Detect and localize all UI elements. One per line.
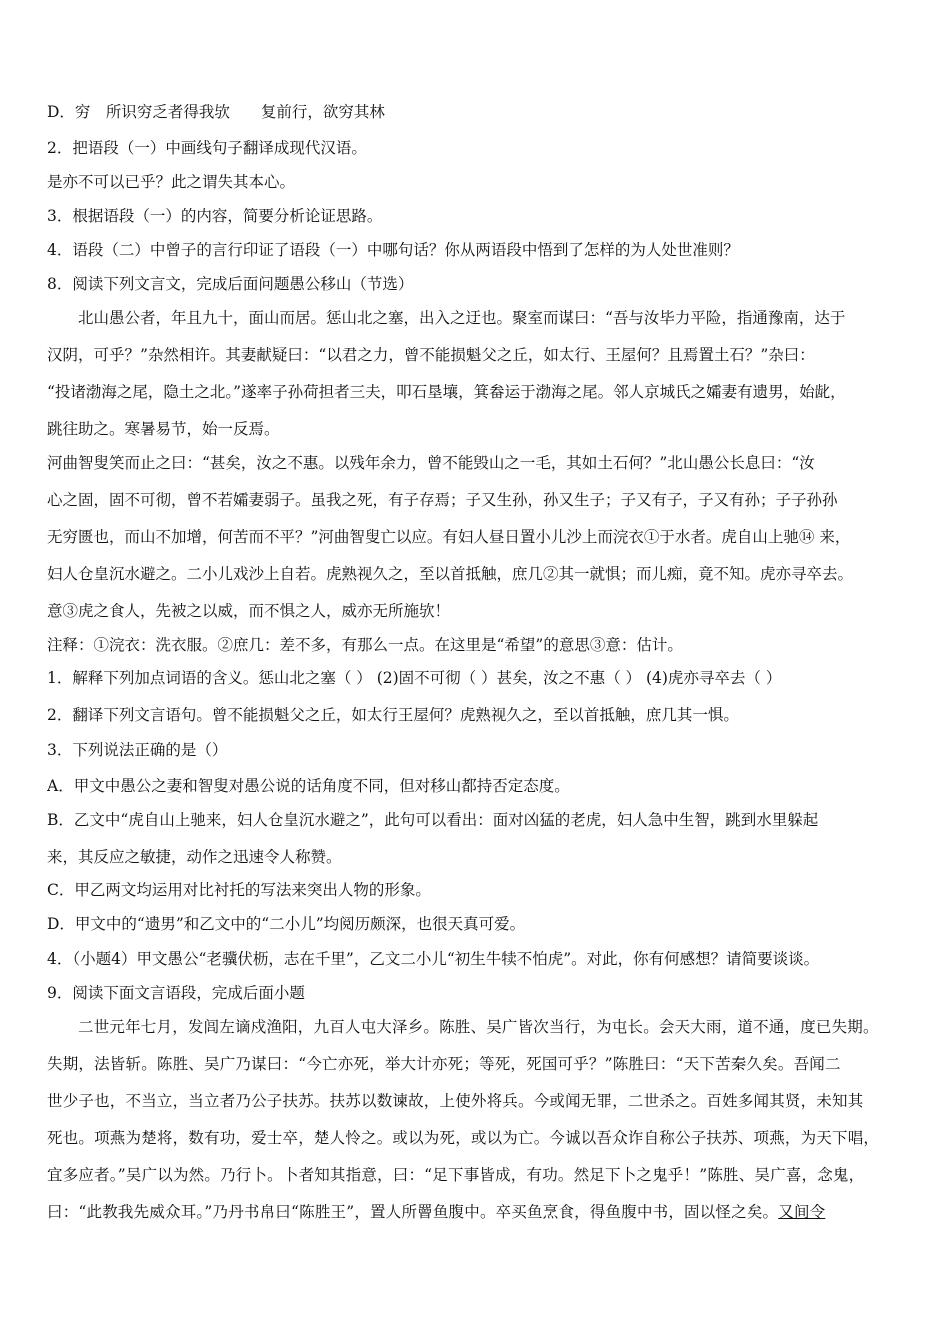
option-a-line: A．甲文中愚公之妻和智叟对愚公说的话角度不同，但对移山都持否定态度。 <box>47 777 570 795</box>
option-d-line: D．甲文中的“遗男”和乙文中的“二小儿”均阅历颇深，也很天真可爱。 <box>47 915 526 933</box>
passage-line: 二世元年七月，发闾左谪戍渔阳，九百人屯大泽乡。陈胜、吴广皆次当行，为屯长。会天大雨，道不通，度已失期。 <box>78 1018 879 1036</box>
passage-line: 无穷匮也，而山不加增，何苦而不平？”河曲智叟亡以应。有妇人昼日置小儿沙上而浣衣①于水者。虎自山上驰⑭ 来， <box>47 528 851 546</box>
option-d-line: D．穷 所识穷乏者得我欤 复前行，欲穷其林 <box>47 103 385 121</box>
question-2-line: 2．把语段（一）中画线句子翻译成现代汉语。 <box>47 139 367 157</box>
underlined-sentence-line: 是亦不可以已乎？此之谓失其本心。 <box>47 173 296 191</box>
option-b-line-cont: 来，其反应之敏捷，动作之迅速令人称赞。 <box>47 848 342 866</box>
option-c-line: C．甲乙两文均运用对比衬托的写法来突出人物的形象。 <box>47 881 431 899</box>
question-line: 2．翻译下列文言语句。曾不能损魁父之丘，如太行王屋何？虎熟视久之，至以首抵触，庶几其一惧。 <box>47 706 739 724</box>
question-8-heading: 8．阅读下列文言文，完成后面问题愚公移山（节选） <box>47 275 414 293</box>
passage-line: 心之固，固不可彻，曾不若孀妻弱子。虽我之死，有子存焉；子又生孙，孙又生子；子又有子，子又有孙；子子孙孙 <box>47 491 838 509</box>
passage-line: 河曲智叟笑而止之曰：“甚矣，汝之不惠。以残年余力，曾不能毁山之一毛，其如土石何？”北山愚公长息曰：“汝 <box>47 454 815 472</box>
passage-line <box>47 1202 917 1222</box>
underlined-text: 又间令 <box>778 1203 826 1221</box>
annotation-line: 注释：①浣衣：洗衣服。②庶几：差不多，有那么一点。在这里是“希望”的意思③意：估计。 <box>47 636 683 654</box>
passage-line: 世少子也，不当立，当立者乃公子扶苏。扶苏以数谏故，上使外将兵。今或闻无罪，二世杀之。百姓多闻其贤，未知其 <box>47 1092 864 1110</box>
passage-line: 北山愚公者，年且九十，面山而居。惩山北之塞，出入之迂也。聚室而谋曰：“吾与汝毕力平险，指通豫南，达于 <box>78 309 846 327</box>
question-9-heading: 9．阅读下面文言语段，完成后面小题 <box>47 984 305 1002</box>
question-3-line: 3．根据语段（一）的内容，简要分析论证思路。 <box>47 207 383 225</box>
passage-line: 意③虎之食人，先被之以威，而不惧之人，威亦无所施欤！ <box>47 602 451 620</box>
passage-line: 失期，法皆斩。陈胜、吴广乃谋曰：“今亡亦死，举大计亦死；等死，死国可乎？”陈胜曰：“天下苦秦久矣。吾闻二 <box>47 1055 841 1073</box>
passage-line: 宜多应者。”吴广以为然。乃行卜。卜者知其指意，曰：“足下事皆成，有功。然足下卜之鬼乎！”陈胜、吴广喜，念鬼， <box>47 1166 865 1184</box>
passage-line: 汉阴，可乎？”杂然相许。其妻献疑曰：“以君之力，曾不能损魁父之丘，如太行、王屋何？且焉置土石？”杂曰： <box>47 346 815 364</box>
passage-line: 跳往助之。寒暑易节，始一反焉。 <box>47 420 280 438</box>
question-line: 1．解释下列加点词语的含义。惩山北之塞（ ） (2)固不可彻（ ）甚矣，汝之不惠（ ） (4)虎亦寻卒去（ ） <box>47 669 782 687</box>
passage-line: 死也。项燕为楚将，数有功，爱士卒，楚人怜之。或以为死，或以为亡。今诚以吾众诈自称公子扶苏、项燕，为天下唱， <box>47 1129 880 1147</box>
question-line: 3．下列说法正确的是（） <box>47 741 228 759</box>
option-b-line: B．乙文中“虎自山上驰来，妇人仓皇沉水避之”，此句可以看出：面对凶猛的老虎，妇人急中生智，跳到水里躲起 <box>47 811 819 829</box>
question-line: 4．（小题4）甲文愚公“老骥伏枥，志在千里”，乙文二小儿“初生牛犊不怕虎”。对此，你有何感想？请简要谈谈。 <box>47 950 820 968</box>
question-4-line: 4．语段（二）中曾子的言行印证了语段（一）中哪句话？你从两语段中悟到了怎样的为人处世准则？ <box>47 241 739 259</box>
passage-line: “投诸渤海之尾，隐土之北。”遂率子孙荷担者三夫，叩石垦壤，箕畚运于渤海之尾。邻人京城氏之孀妻有遗男，始龀， <box>47 383 846 401</box>
passage-line: 妇人仓皇沉水避之。二小儿戏沙上自若。虎熟视久之，至以首抵触，庶几②其一就惧；而儿痴，竟不知。虎亦寻卒去。 <box>47 565 854 583</box>
passage-text: 曰：“此教我先威众耳。”乃丹书帛曰“陈胜王”，置人所罾鱼腹中。卒买鱼烹食，得鱼腹中书，固以怪之矣。 <box>47 1203 779 1221</box>
